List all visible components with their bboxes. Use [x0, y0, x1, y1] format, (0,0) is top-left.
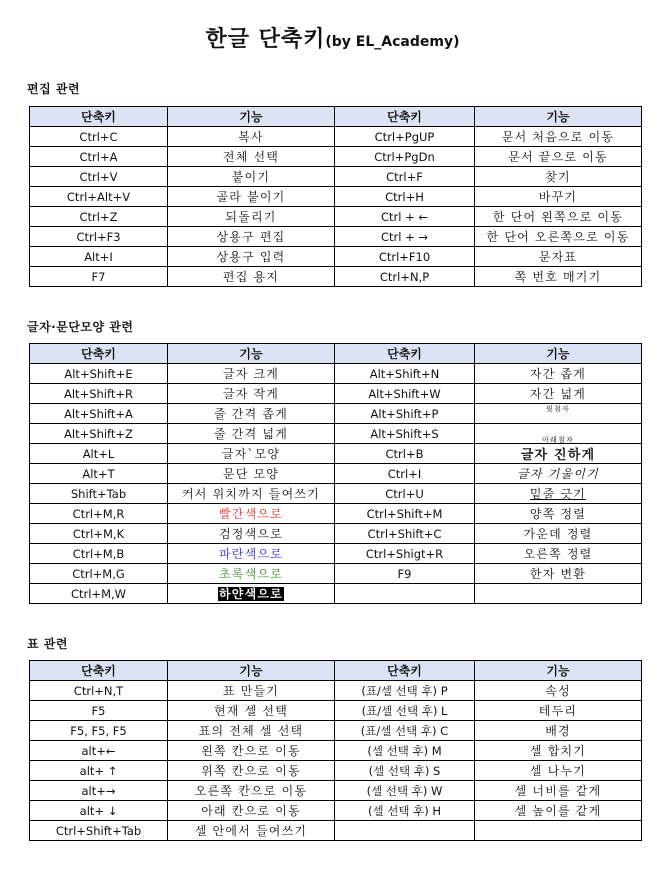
shortcut-key-cell	[335, 384, 475, 404]
function-label: 자간 넓게	[529, 387, 587, 401]
header-key: 단축키	[30, 107, 168, 127]
shortcut-key: Ctrl+N,T	[73, 683, 124, 698]
shortcut-key-cell	[30, 364, 168, 384]
table-row	[30, 424, 642, 444]
function-cell	[168, 424, 335, 444]
shortcut-key-cell	[335, 524, 475, 544]
section-title-char-para: 글자·문단모양 관련	[27, 320, 134, 334]
function-cell	[475, 444, 642, 464]
shortcut-key: alt+ ↑	[79, 763, 118, 778]
table-header-row	[30, 107, 642, 127]
function-label: 오른쪽 칸으로 이동	[194, 784, 308, 798]
shortcut-key: Alt+Shift+P	[370, 406, 439, 421]
shortcut-key: Ctrl+I	[387, 466, 422, 481]
function-cell	[475, 424, 642, 444]
shortcut-key-cell	[335, 227, 475, 247]
function-cell	[475, 364, 642, 384]
function-cell	[475, 781, 642, 801]
shortcut-key-cell	[30, 444, 168, 464]
shortcut-key: Ctrl+Shift+M	[366, 506, 443, 521]
function-cell	[475, 681, 642, 701]
shortcut-key: F7	[91, 269, 106, 284]
function-label: 문단 모양	[222, 467, 280, 481]
header-key: 단축키	[335, 107, 475, 127]
shortcut-key: Ctrl+N,P	[379, 269, 430, 284]
shortcut-key-cell	[30, 504, 168, 524]
shortcut-key: Ctrl+M,G	[72, 566, 125, 581]
shortcut-key-cell	[335, 167, 475, 187]
function-label: 초록색으로	[219, 567, 283, 581]
shortcut-key: (셀 선택 후) M	[367, 743, 442, 758]
function-cell	[475, 544, 642, 564]
table-row	[30, 584, 642, 604]
function-cell	[168, 701, 335, 721]
shortcut-key: (표/셀 선택 후) L	[361, 703, 448, 718]
function-label: 글자 진하게	[520, 448, 596, 463]
function-label: 셀 높이를 같게	[514, 804, 602, 818]
header-function: 기능	[168, 107, 335, 127]
function-cell	[168, 267, 335, 287]
shortcut-key: Ctrl+M,W	[70, 586, 127, 601]
table-row	[30, 761, 642, 781]
table-row	[30, 404, 642, 424]
shortcut-key-cell	[30, 524, 168, 544]
shortcut-key-cell	[335, 544, 475, 564]
function-cell	[168, 404, 335, 424]
table-shortcuts-table	[29, 660, 642, 841]
shortcut-key-cell	[335, 781, 475, 801]
function-cell	[475, 207, 642, 227]
function-cell	[475, 484, 642, 504]
function-label: 줄 간격 좁게	[214, 407, 288, 421]
shortcut-key-cell	[335, 364, 475, 384]
shortcut-key: Ctrl+M,K	[72, 526, 125, 541]
function-cell	[168, 801, 335, 821]
function-label: 문서 끝으로 이동	[508, 150, 608, 164]
function-label: 윗첨자	[546, 404, 570, 413]
function-cell	[475, 404, 642, 424]
function-label: 줄 간격 넓게	[214, 427, 288, 441]
shortcut-key-cell	[30, 681, 168, 701]
function-cell	[168, 464, 335, 484]
function-label: 하얀색으로	[219, 587, 283, 601]
shortcut-key-cell	[335, 484, 475, 504]
function-cell	[168, 147, 335, 167]
function-label: 글자 크게	[222, 367, 280, 381]
function-cell	[475, 227, 642, 247]
function-cell	[475, 267, 642, 287]
shortcut-key: Shift+Tab	[70, 486, 127, 501]
shortcut-key-cell	[335, 584, 475, 604]
function-label: 상용구 입력	[216, 250, 286, 264]
function-cell	[475, 504, 642, 524]
table-row	[30, 147, 642, 167]
function-cell	[475, 701, 642, 721]
function-label: 아래첨자	[542, 435, 574, 444]
function-label: 셀 안에서 들여쓰기	[194, 824, 308, 838]
shortcut-key: F9	[397, 566, 412, 581]
header-key: 단축키	[30, 661, 168, 681]
shortcut-key: Ctrl+Z	[79, 209, 118, 224]
shortcut-key: Alt+T	[82, 466, 115, 481]
shortcut-key: Alt+Shift+A	[64, 406, 133, 421]
shortcut-key-cell	[30, 781, 168, 801]
shortcut-key-cell	[30, 544, 168, 564]
function-label: 배경	[545, 724, 571, 738]
function-label: 테두리	[538, 704, 578, 718]
function-cell	[168, 127, 335, 147]
function-cell	[168, 721, 335, 741]
shortcut-key-cell	[335, 681, 475, 701]
shortcut-key-cell	[335, 504, 475, 524]
shortcut-key: Ctrl+PgDn	[374, 149, 435, 164]
shortcut-key-cell	[30, 584, 168, 604]
function-cell	[168, 364, 335, 384]
function-cell	[475, 464, 642, 484]
shortcut-key-cell	[30, 207, 168, 227]
function-cell	[475, 741, 642, 761]
shortcut-key-cell	[335, 721, 475, 741]
function-label: 전체 선택	[222, 150, 280, 164]
function-cell	[475, 247, 642, 267]
function-label: 양쪽 정렬	[529, 507, 587, 521]
table-row	[30, 821, 642, 841]
function-cell	[168, 504, 335, 524]
shortcut-key: Alt+Shift+W	[368, 386, 441, 401]
shortcut-key: Ctrl + →	[380, 229, 429, 244]
char-para-shortcuts-table	[29, 343, 642, 604]
shortcut-key: Ctrl+Shigt+R	[365, 546, 444, 561]
function-label: 셀 너비를 같게	[514, 784, 602, 798]
function-label: 현재 셀 선택	[214, 704, 288, 718]
shortcut-key: Ctrl+M,B	[72, 546, 125, 561]
shortcut-key-cell	[335, 404, 475, 424]
function-cell	[168, 761, 335, 781]
shortcut-key: Ctrl+Shift+Tab	[55, 823, 142, 838]
shortcut-key: Alt+Shift+N	[369, 366, 440, 381]
table-row	[30, 227, 642, 247]
shortcut-key-cell	[30, 424, 168, 444]
shortcut-key-cell	[335, 801, 475, 821]
shortcut-key-cell	[30, 384, 168, 404]
table-header-row	[30, 344, 642, 364]
section-title-table: 표 관련	[27, 637, 68, 651]
function-cell	[475, 801, 642, 821]
function-cell	[475, 187, 642, 207]
function-cell	[475, 761, 642, 781]
shortcut-key-cell	[30, 721, 168, 741]
function-cell	[168, 444, 335, 464]
table-row	[30, 364, 642, 384]
shortcut-key-cell	[30, 821, 168, 841]
table-row	[30, 127, 642, 147]
shortcut-key-cell	[30, 127, 168, 147]
title-sub: (by EL_Academy)	[325, 34, 460, 50]
shortcut-key: alt+ ↓	[79, 803, 118, 818]
shortcut-key-cell	[335, 464, 475, 484]
section-title-edit: 편집 관련	[27, 82, 81, 96]
function-label: 바꾸기	[538, 190, 578, 204]
function-cell	[168, 821, 335, 841]
shortcut-key: alt+←	[81, 743, 116, 758]
shortcut-key: F5	[91, 703, 106, 718]
function-cell	[168, 564, 335, 584]
table-row	[30, 721, 642, 741]
function-label: 복사	[238, 130, 264, 144]
function-label: 글자`모양	[221, 447, 281, 461]
shortcut-key: F5, F5, F5	[70, 723, 127, 738]
function-cell	[475, 584, 642, 604]
table-row	[30, 781, 642, 801]
shortcut-key: (셀 선택 후) W	[366, 783, 443, 798]
shortcut-key-cell	[30, 247, 168, 267]
table-row	[30, 701, 642, 721]
table-row	[30, 484, 642, 504]
shortcut-key: (표/셀 선택 후) P	[361, 683, 448, 698]
header-function: 기능	[475, 344, 642, 364]
function-label: 편집 용지	[222, 270, 280, 284]
function-cell	[168, 781, 335, 801]
function-label: 한자 변환	[529, 567, 587, 581]
function-cell	[475, 167, 642, 187]
shortcut-key-cell	[30, 187, 168, 207]
shortcut-key: Ctrl+H	[385, 189, 424, 204]
document-title	[0, 22, 665, 53]
shortcut-key: Ctrl+C	[79, 129, 118, 144]
function-label: 글자 작게	[222, 387, 280, 401]
function-label: 속성	[545, 684, 571, 698]
function-label: 골라 붙이기	[216, 190, 286, 204]
table-row	[30, 464, 642, 484]
header-key: 단축키	[335, 661, 475, 681]
function-label: 왼쪽 칸으로 이동	[201, 744, 301, 758]
function-label: 위쪽 칸으로 이동	[201, 764, 301, 778]
shortcut-key: Ctrl+A	[79, 149, 118, 164]
function-label: 셀 합치기	[529, 744, 587, 758]
function-cell	[475, 564, 642, 584]
shortcut-key-cell	[30, 267, 168, 287]
function-cell	[168, 741, 335, 761]
shortcut-key-cell	[30, 701, 168, 721]
shortcut-key-cell	[335, 444, 475, 464]
function-cell	[475, 127, 642, 147]
table-row	[30, 384, 642, 404]
shortcut-key-cell	[335, 564, 475, 584]
header-key: 단축키	[335, 344, 475, 364]
shortcut-key: Ctrl+F3	[76, 229, 121, 244]
function-label: 빨간색으로	[219, 507, 283, 521]
table-row	[30, 187, 642, 207]
header-function: 기능	[475, 661, 642, 681]
shortcut-key-cell	[335, 424, 475, 444]
function-label: 아래 칸으로 이동	[201, 804, 301, 818]
function-label: 붙이기	[231, 170, 271, 184]
shortcut-key: Ctrl+M,R	[72, 506, 125, 521]
table-row	[30, 267, 642, 287]
shortcut-key: Alt+Shift+E	[64, 366, 133, 381]
function-cell	[168, 167, 335, 187]
function-label: 문자표	[538, 250, 578, 264]
function-cell	[168, 484, 335, 504]
table-row	[30, 444, 642, 464]
table-row	[30, 504, 642, 524]
function-cell	[168, 584, 335, 604]
function-label: 한 단어 왼쪽으로 이동	[492, 210, 624, 224]
function-label: 글자 기울이기	[517, 467, 599, 481]
function-label: 상용구 편집	[216, 230, 286, 244]
function-cell	[475, 147, 642, 167]
shortcut-key-cell	[335, 701, 475, 721]
table-row	[30, 544, 642, 564]
shortcut-key-cell	[335, 187, 475, 207]
table-row	[30, 801, 642, 821]
shortcut-key: Ctrl+Alt+V	[66, 189, 131, 204]
function-label: 커서 위치까지 들여쓰기	[182, 487, 320, 501]
shortcut-key-cell	[335, 761, 475, 781]
function-label: 되돌리기	[225, 210, 277, 224]
shortcut-key: Ctrl+Shift+C	[367, 526, 442, 541]
shortcut-key: Alt+Shift+R	[64, 386, 133, 401]
function-cell	[168, 681, 335, 701]
shortcut-key: Ctrl+B	[385, 446, 424, 461]
function-label: 셀 나누기	[529, 764, 587, 778]
shortcut-key: Alt+L	[82, 446, 115, 461]
shortcut-key-cell	[30, 741, 168, 761]
function-label: 자간 좁게	[529, 367, 587, 381]
shortcut-key-cell	[30, 761, 168, 781]
shortcut-key: Ctrl+V	[79, 169, 118, 184]
shortcut-key-cell	[335, 247, 475, 267]
function-label: 쪽 번호 매기기	[514, 270, 602, 284]
table-row	[30, 741, 642, 761]
shortcut-key: (셀 선택 후) S	[368, 763, 441, 778]
table-row	[30, 247, 642, 267]
table-row	[30, 207, 642, 227]
function-cell	[168, 247, 335, 267]
table-row	[30, 524, 642, 544]
table-row	[30, 167, 642, 187]
header-key: 단축키	[30, 344, 168, 364]
shortcut-key-cell	[335, 147, 475, 167]
shortcut-key-cell	[30, 147, 168, 167]
function-label: 오른쪽 정렬	[523, 547, 593, 561]
function-label: 표 만들기	[222, 684, 280, 698]
shortcut-key: Ctrl+PgUP	[374, 129, 435, 144]
function-cell	[475, 821, 642, 841]
shortcut-key: (표/셀 선택 후) C	[360, 723, 449, 738]
function-cell	[168, 207, 335, 227]
shortcut-key-cell	[335, 207, 475, 227]
function-label: 밑줄 긋기	[529, 487, 587, 501]
shortcut-key: Ctrl+U	[385, 486, 424, 501]
shortcut-key: alt+→	[81, 783, 116, 798]
function-cell	[475, 721, 642, 741]
shortcut-key-cell	[335, 127, 475, 147]
shortcut-key-cell	[30, 167, 168, 187]
shortcut-key: Alt+Shift+S	[370, 426, 439, 441]
table-header-row	[30, 661, 642, 681]
function-cell	[475, 384, 642, 404]
function-cell	[168, 524, 335, 544]
shortcut-key-cell	[30, 404, 168, 424]
header-function: 기능	[475, 107, 642, 127]
function-label: 검정색으로	[219, 527, 283, 541]
function-cell	[168, 227, 335, 247]
function-label: 표의 전체 셀 선택	[198, 724, 304, 738]
shortcut-key-cell	[335, 267, 475, 287]
table-row	[30, 681, 642, 701]
function-label: 문서 처음으로 이동	[501, 130, 615, 144]
function-cell	[168, 384, 335, 404]
shortcut-key-cell	[30, 464, 168, 484]
shortcut-key-cell	[30, 801, 168, 821]
function-cell	[168, 187, 335, 207]
shortcut-key: Ctrl+F10	[378, 249, 431, 264]
shortcut-key: Ctrl + ←	[380, 209, 429, 224]
function-label: 가운데 정렬	[523, 527, 593, 541]
function-label: 한 단어 오른쪽으로 이동	[486, 230, 630, 244]
shortcut-key: (셀 선택 후) H	[367, 803, 442, 818]
shortcut-key: Alt+I	[84, 249, 113, 264]
function-cell	[168, 544, 335, 564]
function-label: 파란색으로	[219, 547, 283, 561]
table-row	[30, 564, 642, 584]
shortcut-key-cell	[335, 741, 475, 761]
function-cell	[475, 524, 642, 544]
function-label: 찾기	[545, 170, 571, 184]
title-main: 한글 단축키	[205, 27, 326, 52]
shortcut-key-cell	[30, 564, 168, 584]
shortcut-key-cell	[30, 484, 168, 504]
edit-shortcuts-table	[29, 106, 642, 287]
header-function: 기능	[168, 344, 335, 364]
shortcut-key-cell	[335, 821, 475, 841]
header-function: 기능	[168, 661, 335, 681]
shortcut-key: Ctrl+F	[386, 169, 423, 184]
shortcut-key: Alt+Shift+Z	[64, 426, 133, 441]
shortcut-key-cell	[30, 227, 168, 247]
